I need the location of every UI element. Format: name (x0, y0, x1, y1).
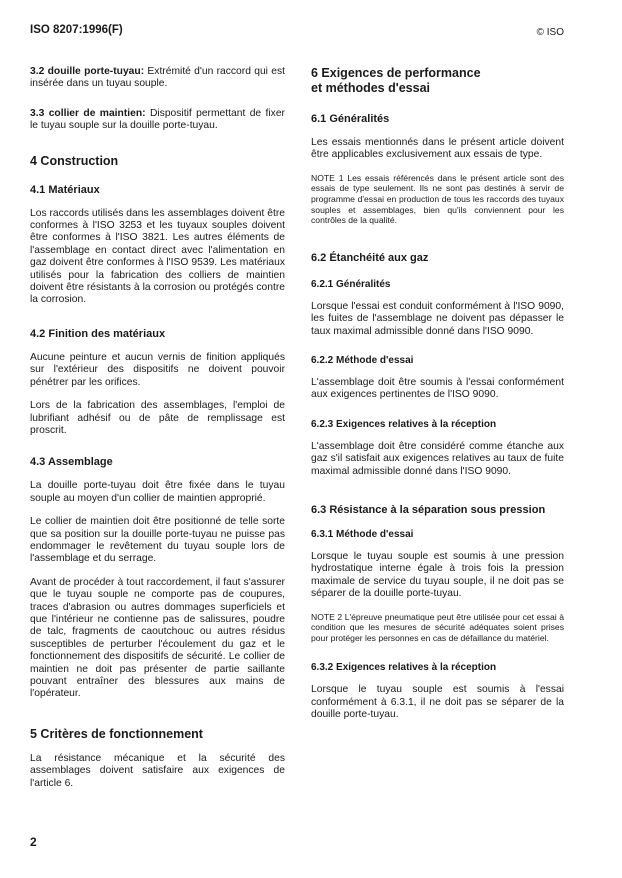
section-6-title (311, 66, 564, 96)
section-6-2-title: 6.2 Étanchéité aux gaz (311, 251, 429, 264)
section-4-title: 4 Construction (30, 153, 119, 168)
section-6-3-title: 6.3 Résistance à la séparation sous pression (311, 504, 546, 517)
copyright: © ISO (536, 27, 564, 38)
section-4-1-text: Los raccords utilisés dans les assemblages doivent être conformes à l'ISO 3253 et les tuyaux souples doivent être conformes à l'ISO 3821. Les autres éléments de l'assemblage en contact direct avec l'alimentation en gaz doivent être conformes à l'ISO 9539. Les matériaux utilisés pour la fabrication des colliers de maintien doivent être résistants à la corrosion ou protégés contre la corrosion. (30, 207, 285, 306)
section-4-2-paragraph: Aucune peinture et aucun vernis de finition appliqués sur l'extérieur des dispositifs ne doivent pouvoir pénétrer par les orifices. (30, 351, 285, 388)
document-id: ISO 8207:1996(F) (30, 24, 123, 36)
note-1: NOTE 1 Les essais référencés dans le présent article sont des essais de type seulement. Ils ne sont pas destinés à servir de programme d'essai en production de tous les raccords des tuyaux souples et assemblages, bien qu'ils conviennent pour les contrôles de la qualité. (311, 172, 564, 226)
definition-number: 3.2 (30, 66, 45, 77)
section-4-3-paragraph: Avant de procéder à tout raccordement, il faut s'assurer que le tuyau souple ne comporte pas de coupures, traces d'abrasion ou autres dommages superficiels et que l'intérieur ne contienne pas de salissures, poudre de talc, fragments de caoutchouc ou autres résidus susceptibles de perturber l'écoulement du gaz et le fonctionnement des dispositifs de sécurité. Le collier de maintien ne doit pas présenter de partie saillante pouvant entraîner des blessures aux mains de l'opérateur. (30, 576, 285, 700)
section-6-2-2-title: 6.2.2 Méthode d'essai (311, 355, 414, 366)
definition-number: 3.3 (30, 107, 45, 119)
left-column (30, 66, 285, 790)
section-4-3-paragraph: Le collier de maintien doit être positionné de telle sorte que sa position sur la douille porte-tuyau ne puisse pas endommager le revêtement du tuyau souple lors de l'assemblage et du serrage. (30, 516, 285, 565)
definition-text: Dispositif permettant de fixer le tuyau souple sur la douille porte-tuyau. (30, 107, 285, 132)
section-6-2-1-text: Lorsque l'essai est conduit conformément à l'ISO 9090, les fuites de l'assemblage ne doivent pas dépasser le taux maximal admissible donné dans l'ISO 9090. (311, 300, 564, 337)
section-6-2-1-title: 6.2.1 Généralités (311, 278, 391, 290)
section-4-2-paragraph: Lors de la fabrication des assemblages, l'emploi de lubrifiant adhésif ou de pâte de remplissage est proscrit. (30, 400, 285, 436)
section-4-1-title: 4.1 Matériaux (30, 183, 100, 196)
section-4-2-title: 4.2 Finition des matériaux (30, 327, 166, 340)
section-5-title: 5 Critères de fonctionnement (30, 726, 203, 741)
section-6-1-text: Les essais mentionnés dans le présent article doivent être applicables exclusivement aux essais de type. (311, 137, 564, 161)
definition-term: collier de maintien: (48, 107, 146, 119)
definition-3-2 (30, 66, 285, 91)
page-number: 2 (30, 835, 37, 849)
section-6-3-1-text: Lorsque le tuyau souple est soumis à une pression hydrostatique interne égale à trois fois la pression maximale de service du tuyau souple, il ne doit pas se séparer de la douille porte-tuyau. (311, 551, 564, 600)
section-4-3-title: 4.3 Assemblage (30, 456, 113, 469)
right-column (311, 66, 564, 722)
section-6-2-3-title: 6.2.3 Exigences relatives à la réception (311, 418, 497, 430)
note-2: NOTE 2 L'épreuve pneumatique peut être utilisée pour cet essai à condition que les mesures de sécurité adéquates soient prises pour protéger les personnes en cas de défaillance du matériel. (311, 611, 564, 643)
section-6-3-1-title: 6.3.1 Méthode d'essai (311, 529, 414, 541)
section-6-title-line: et méthodes d'essai (311, 81, 430, 95)
section-6-2-3-text: L'assemblage doit être considéré comme étanche aux gaz s'il satisfait aux exigences relatives au taux de fuite maximal admissible donné dans l'ISO 9090. (311, 440, 564, 477)
section-4-3-paragraph: La douille porte-tuyau doit être fixée dans le tuyau souple au moyen d'un collier de maintien approprié. (30, 480, 285, 504)
section-6-title-line: 6 Exigences de performance (311, 66, 481, 80)
section-6-3-2-text: Lorsque le tuyau souple est soumis à l'essai conformément à 6.3.1, il ne doit pas se séparer de la douille porte-tuyau. (311, 684, 564, 721)
section-5-text: La résistance mécanique et la sécurité des assemblages doivent satisfaire aux exigences de l'article 6. (30, 752, 285, 789)
section-6-3-2-title: 6.3.2 Exigences relatives à la réception (311, 662, 497, 674)
definition-text: Extrémité d'un raccord qui est insérée dans un tuyau souple. (30, 66, 285, 90)
section-6-1-title: 6.1 Généralités (311, 113, 390, 125)
definition-3-3 (30, 108, 285, 133)
section-6-2-2-text: L'assemblage doit être soumis à l'essai conformément aux exigences pertinentes de l'ISO 9090. (311, 377, 564, 401)
definition-term: douille porte-tuyau: (47, 66, 145, 77)
